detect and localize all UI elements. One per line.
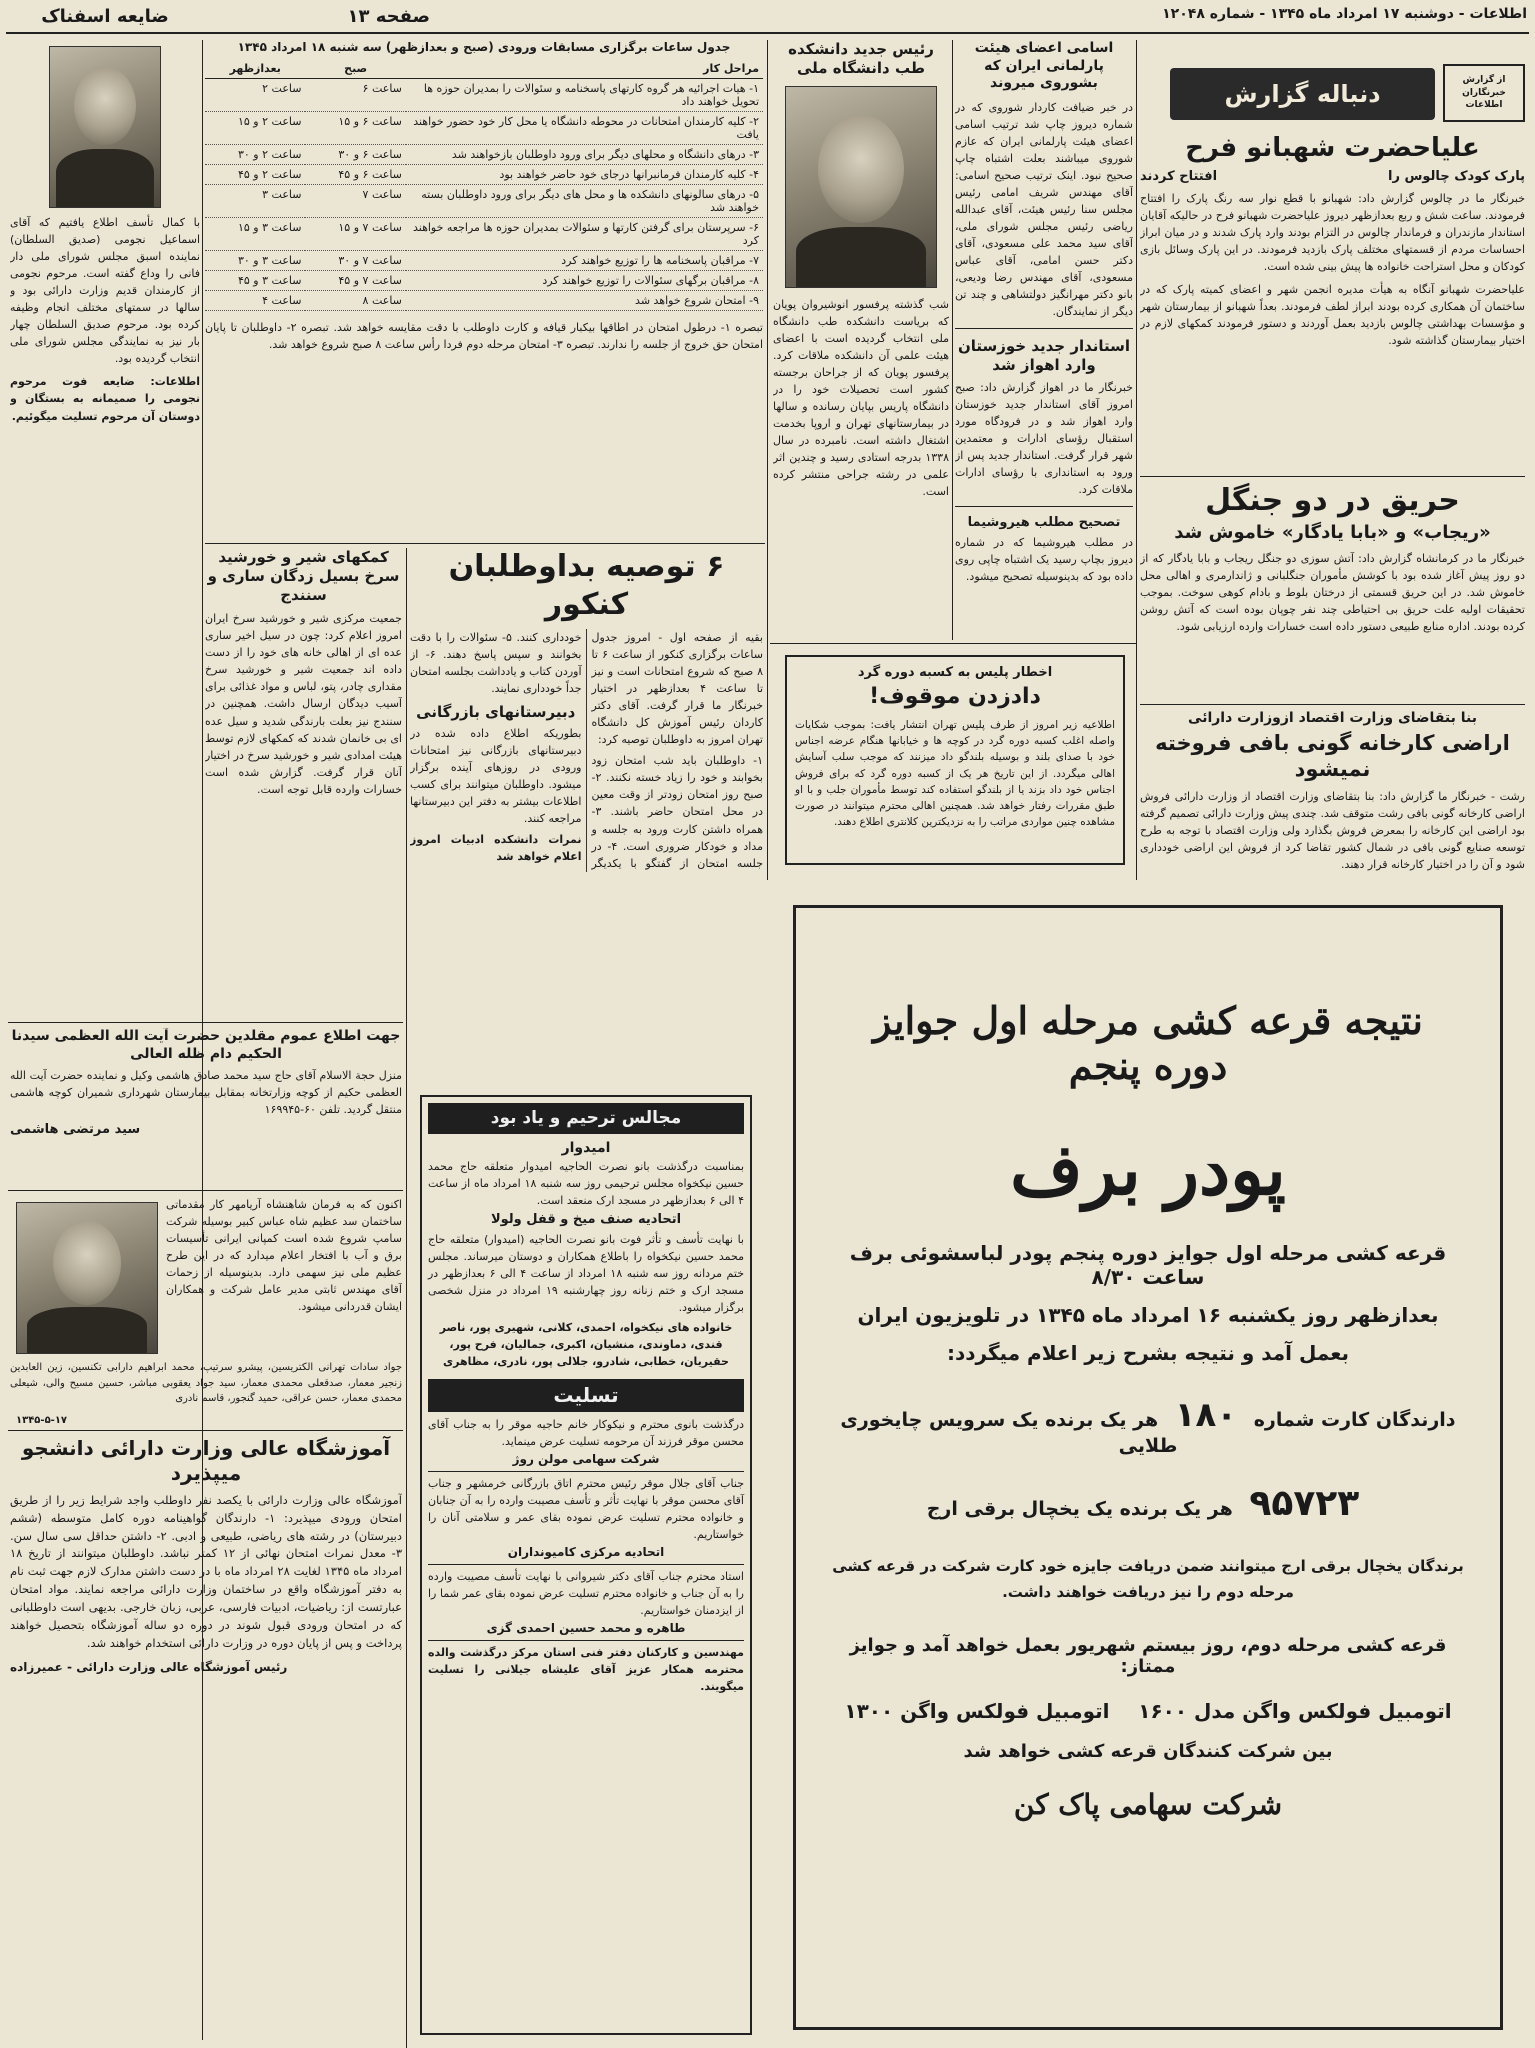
mourning-p1-sign: اتحادیه صنف میخ و قفل ولولا [490, 1211, 682, 1227]
table-cell: ساعت ۳ و ۳۰ [205, 251, 305, 271]
dean-face [818, 115, 904, 223]
parliament-body: در خبر ضیافت کاردار شوروی که در شماره دیروز چاپ شد ترتیب اسامی اعضای هیئت پارلمانی ایران که عازم شوروی میباشند بعلت اشتباه چاپ صحیح نبود. اینک ترتیب صحیح اسامی: آقای مهندس شریف امامی رئیس مجلس سنا رئیس هیئت، آقای عبدالله ریاضی رئیس مجلس شورای ملی، آقای سید محمد علی مسعودی، آقای دکتر حسن امامی، آقای عباس مسعودی، آقای مهندس رضا ودیعی، بانو دکتر مهرانگیز دولتشاهی و چند تن دیگر از نمایندگان. [955, 100, 1133, 319]
farah-body-2: علیاحضرت شهبانو آنگاه به هیأت مدیره انجمن شهر و اعضای کمیته پارک که در ساختمان آن همکاری کرده بودند ابراز لطف فرمودند. بعداً شهبانو از بیمارستان شهر و مؤسسات بهداشتی چالوس بازدید بعمل آوردند و دستور فرمودند کمکهای لازم در اختیار بیمارستان گذاشته شود. [1140, 282, 1525, 347]
table-cell: ۴- کلیه کارمندان فرمانبرانها درجای خود حاضر خواهند بود [406, 165, 763, 185]
table-cell: ساعت ۷ [305, 185, 405, 218]
condolence-1: درگذشت بانوی محترم و نیکوکار خانم حاجیه موقر را به جناب آقای محسن موقر فرزند آن مرحومه تسلیت عرض مینماید. [428, 1417, 744, 1448]
dean-body: شب گذشته پرفسور انوشیروان پویان که بریاست دانشکده طب دانشگاه ملی انتخاب گردیده است با اعضای هیئت علمی آن دانشکده ملاقات کرد. پرفسور پویان که از جراحان برجسته کشور است تحصیلات خود را در دانشگاه پاریس بپایان رسانده و سالها در بیمارستانهای تهران و اروپا بخدمت اشتغال داشته است. نامبرده در سال ۱۳۳۸ بدرجه استادی رسید و چندین اثر علمی در رشته جراحی منتشر کرده است. [773, 297, 949, 499]
ad-title: نتیجه قرعه کشی مرحله اول جوایز دوره پنجم [873, 998, 1423, 1088]
header-rule [6, 32, 1529, 34]
column-rule [767, 40, 768, 880]
fire-body: خبرنگار ما در کرمانشاه گزارش داد: آتش سوزی دو جنگل ریجاب و بابا یادگار که از دو روز پیش آغاز شده بود با کوشش مأموران جنگلبانی و ژاندارمری و اهالی محل خاموش شد. در این حریق قسمتی از درختان بلوط و بادام کوهی سوخت. بموجب تحقیقات اولیه علت حریق بی احتیاطی چند نفر چوپان بوده است که آتش روشن کرده بودند. اداره منابع طبیعی دستور داده است خسارات وارده ارزیابی شود. [1140, 552, 1525, 634]
rule [1140, 476, 1525, 477]
table-cell: ۸- مراقبان برگهای سئوالات را توزیع خواهند کرد [406, 271, 763, 291]
ad-prizes [830, 1699, 1466, 1723]
column-rule [1136, 40, 1137, 880]
table-cell: ساعت ۲ [205, 79, 305, 112]
ad-prize-1: اتومبیل فولکس واگن مدل ۱۶۰۰ [1138, 1699, 1452, 1723]
ayatollah-notice [10, 1028, 402, 1188]
section-banner: دنباله گزارش [1170, 68, 1435, 120]
condolence-2-sign: اتحادیه مرکزی کامیونداران [507, 1544, 665, 1559]
condolence-2: جناب آقای جلال موقر رئیس محترم اتاق بازرگانی خرمشهر و جناب آقای محسن موقر با نهایت تأثر و تأسف مصیبت وارده را به آن جنابان و خانواده محترم تسلیت عرض نموده بقای عمر و سلامتی آنان را خواستاریم. [428, 1471, 744, 1543]
table-row [205, 79, 763, 112]
police-box [785, 655, 1125, 865]
factory-title: اراضی کارخانه گونی بافی فروخته نمیشود [1155, 730, 1510, 781]
table-row [205, 251, 763, 271]
table-cell: ساعت ۷ و ۳۰ [305, 251, 405, 271]
table-cell: ساعت ۲ و ۱۵ [205, 112, 305, 145]
table-row [205, 112, 763, 145]
table-cell: ساعت ۸ [305, 291, 405, 311]
konkur-subtitle: دبیرستانهای بازرگانی [416, 703, 576, 722]
ad-line-1: قرعه کشی مرحله اول جوایز دوره پنجم پودر لباسشوئی برف ساعت ۸/۳۰ [849, 1241, 1447, 1289]
correction-title: تصحیح مطلب هیروشیما [967, 514, 1121, 530]
table-cell: ساعت ۶ و ۳۰ [305, 145, 405, 165]
sabeti-date: ۱۳۴۵-۵-۱۷ [16, 1415, 68, 1426]
factory-kicker: بنا بتقاضای وزارت اقتصاد ازوزارت دارائی [1188, 710, 1477, 726]
rule [8, 1190, 403, 1191]
asfanak-body: با کمال تأسف اطلاع یافتیم که آقای اسماعیل نجومی (صدیق السلطان) نماینده اسبق مجلس شورای ملی دار فانی را وداع گفته است. مرحوم نجومی از کارمندان قدیم وزارت دارائی بود و سالها در سمتهای مختلف انجام وظیفه کرده بود. مرحوم صدیق السلطان چهار بار نیز به نمایندگی مجلس شورای ملی انتخاب گردیده بود. [10, 216, 200, 366]
sabeti-body: اکنون که به فرمان شاهنشاه آریامهر کار مقدماتی ساختمان سد عظیم شاه عباس کبیر بوسیله شرکت سامپ شروع شده است کمپانی ایرانی تأسیسات برق و آب با افتخار اعلام میدارد که در این طرح عظیم ملی نیز سهمی دارد. بدینوسیله از زحمات آقای مهندس ثابتی مدیر عامل شرکت و همکاران ایشان قدردانی میشود. [166, 1198, 402, 1314]
table-row [205, 291, 763, 311]
ad-prize-row-2 [830, 1483, 1466, 1524]
factory-article [1140, 710, 1525, 880]
condolence-3-sign: طاهره و محمد حسین احمدی گزی [486, 1620, 686, 1635]
ad-l4-pre: دارندگان کارت شماره [1253, 1409, 1456, 1431]
ad-line-7: قرعه کشی مرحله دوم، روز بیستم شهریور بعمل خواهد آمد و جوایز ممتاز: [849, 1635, 1447, 1677]
ayatollah-sign: سید مرتضی هاشمی [10, 1122, 141, 1138]
asfanak-article [10, 40, 200, 560]
dean-photo [785, 86, 937, 288]
ad-line-6: برندگان یخچال برقی ارج میتوانند ضمن دریافت جایزه خود کارت شرکت در قرعه کشی مرحله دوم را نیز دریافت خواهند داشت. [832, 1557, 1464, 1601]
correction-body: در مطلب هیروشیما که در شماره دیروز بچاپ رسید یک اشتباه چاپی روی داده بود که بدینوسیله تصحیح میشود. [955, 536, 1133, 584]
schedule-header-stage: مراحل کار [406, 59, 763, 79]
asfanak-suit [56, 149, 154, 207]
condolence-title: تسلیت [428, 1379, 744, 1412]
factory-body: رشت - خبرنگار ما گزارش داد: بنا بتقاضای وزارت اقتصاد از وزارت دارائی فروش اراضی کارخانه گونی بافی رشت متوقف شد. چندی پیش وزارت دارائی تصمیم گرفته بود اراضی این کارخانه را بمعرض فروش بگذارد ولی وزارت اقتصاد با توجه به طرح توسعه صنایع گونی بافی در شمال کشور تقاضا کرد از فروش این اراضی خودداری شود و آن را در اختیار کارخانه قرار دهند. [1140, 790, 1525, 872]
dean-suit [796, 227, 926, 287]
finance-sign: رئیس آموزشگاه عالی وزارت دارائی - عمیرزاده [10, 1660, 288, 1675]
ad-prize-row-1 [830, 1395, 1466, 1457]
konkur-title: ۶ توصیه بداوطلبان کنکور [448, 549, 725, 622]
table-cell: ۱- هیات اجرائیه هر گروه کارتهای پاسخنامه و سئوالات را بمدیران حوزه ها تحویل خواهند داد [406, 79, 763, 112]
aid-body: جمعیت مرکزی شیر و خورشید سرخ ایران امروز اعلام کرد: چون در سیل اخیر ساری عده ای از اهالی خانه های خود را از دست داده اند جمعیت شیر و خورشید سرخ مقداری چادر، پتو، لباس و مواد غذائی برای آسیب دیدگان ارسال داشت. همچنین در سنندج نیز بعلت بارندگی شدید و سیل عده ای بی خانمان شدند که کمکهای لازم توسط هیئت امدادی شیر و خورشید سرخ در اختیار آنان قرار گرفت. گزارش شده است خسارات وارده قابل توجه است. [205, 612, 402, 796]
mourning-p2: با نهایت تأسف و تأثر فوت بانو نصرت الحاجیه (امیدوار) متعلقه حاج محمد حسین نیکخواه را باطلاع همکاران و دوستان میرساند. مجلس ختم مردانه روز سه شنبه ۱۸ امرداد از ساعت ۴ الی ۶ بعدازظهر در مسجد ارک و ختم زنانه روز چهارشنبه ۱۹ امرداد در منزل شخصی برگزار میشود. [428, 1233, 744, 1315]
rule [205, 543, 765, 544]
finance-notice [10, 1436, 402, 2042]
konkur-body-3: بطوریکه اطلاع داده شده در دبیرستانهای بازرگانی نیز امتحانات ورودی در روزهای آینده برگزار میشود. داوطلبان میتوانند برای کسب اطلاعات بیشتر به دفتر این دبیرستانها مراجعه کنند. [410, 726, 582, 826]
table-row [205, 185, 763, 218]
finance-body: آموزشگاه عالی وزارت دارائی با یکصد نفر داوطلب واجد شرایط زیر را از طریق امتحان ورودی میپذیرد: ۱- دارندگان گواهینامه دوره کامل متوسطه (ششم دبیرستان) در رشته های ریاضی، طبیعی و ادبی. ۲- داشتن حداقل سی سال سن. ۳- معدل نمرات امتحان نهائی از ۱۲ کمتر نباشد. داوطلبان میتوانند از تاریخ ۱۸ امرداد ماه ۱۳۴۵ لغایت ۲۸ امرداد ماه با در دست داشتن مدارک لازم جهت ثبت نام به دفتر آموزشگاه واقع در ساختمان وزارت دارائی مراجعه نمایند. مواد امتحان عبارتست از: ریاضیات، ادبیات فارسی، عربی، زبان خارجی. بدیهی است داوطلبانی که در امتحان ورودی قبول شوند در دوره دو ساله آموزشگاه بتحصیل خواهند پرداخت و پس از پایان دوره در وزارت دارائی استخدام خواهند شد. [10, 1493, 402, 1650]
masthead-date: اطلاعات - دوشنبه ۱۷ امرداد ماه ۱۳۴۵ - شماره ۱۲۰۴۸ [1162, 6, 1527, 22]
table-cell: ساعت ۴ [205, 291, 305, 311]
rule [770, 643, 1136, 644]
table-row [205, 218, 763, 251]
table-row [205, 165, 763, 185]
ad-l5-num: ۹۵۷۲۳ [1249, 1483, 1360, 1524]
table-cell: ۷- مراقبان پاسخنامه ها را توزیع خواهند کرد [406, 251, 763, 271]
farah-subtitle [1140, 169, 1525, 184]
condolence-3: استاد محترم جناب آقای دکتر شیروانی با نهایت تأسف مصیبت وارده را به آن جناب و خانواده محترم تسلیت عرض نموده بقای عمر شما را از ایزدمنان خواستاریم. [428, 1564, 744, 1619]
parliament-article [955, 40, 1133, 640]
column-rule [406, 548, 407, 2048]
schedule-block [205, 40, 763, 540]
governor-title: استاندار جدید خوزستان وارد اهواز شد [957, 337, 1131, 374]
table-cell: ۳- درهای دانشگاه و محلهای دیگر برای ورود داوطلبان بازخواهند شد [406, 145, 763, 165]
table-cell: ساعت ۶ و ۱۵ [305, 112, 405, 145]
table-cell: ساعت ۲ و ۴۵ [205, 165, 305, 185]
sabeti-face [53, 1221, 121, 1305]
farah-body-1: خبرنگار ما در چالوس گزارش داد: شهبانو با قطع نوار سه رنگ پارک را افتتاح فرمودند. ساعت شش و ربع بعدازظهر دیروز علیاحضرت شهبانو فرح در حالیکه آقایان استاندار مازندران و فرماندار چالوس در التزام بودند وارد پارک شدند و در میان ابراز احساسات مردم از قسمتهای مختلف پارک بازدید فرمودند. در این پارک وسائل بازی کودکان و محل استراحت خانواده ها پیش بینی شده است. [1140, 191, 1525, 273]
fire-article [1140, 482, 1525, 700]
rule [955, 328, 1133, 329]
asfanak-heading: ضایعه اسفناک [41, 6, 169, 27]
table-cell: ساعت ۷ و ۴۵ [305, 271, 405, 291]
banner-block [1170, 60, 1525, 126]
mourning-p1-head: امیدوار [561, 1140, 611, 1157]
table-cell: ساعت ۶ و ۴۵ [305, 165, 405, 185]
mourning-block [420, 1095, 752, 2035]
ayatollah-body: منزل حجة الاسلام آقای حاج سید محمد صادق هاشمی وکیل و نماینده حضرت آیت الله العظمی حکیم از کوچه وزارتخانه بمقابل بیمارستان شهرداری شمیران کوچه هاشمی منتقل گردید. تلفن ۶۰-۱۶۹۹۴۵ [10, 1069, 402, 1117]
table-cell: ساعت ۲ و ۳۰ [205, 145, 305, 165]
table-cell: ۵- درهای سالونهای دانشکده ها و محل های دیگر برای ورود داوطلبان بسته خواهند شد [406, 185, 763, 218]
ad-l4-num: ۱۸۰ [1174, 1395, 1238, 1435]
page-number: صفحه ۱۳ [347, 6, 430, 27]
rule [1140, 704, 1525, 705]
table-row [205, 271, 763, 291]
ad-line-2: بعدازظهر روز یکشنبه ۱۶ امرداد ماه ۱۳۴۵ در تلویزیون ایران [857, 1303, 1439, 1327]
finance-title: آموزشگاه عالی وزارت دارائی دانشجو میپذیرد [21, 1436, 391, 1485]
konkur-article [410, 548, 763, 1088]
sabeti-names: جواد سادات تهرانی الکتریسین، پیشرو سرتیپ، محمد ابراهیم دارابی تکنسین، زین العابدین زنجیر معمار، صدقعلی محمدی معمار، سید جواد یعقوبی مباشر، حسین مسیح والی، شیعلی محمدی معمار، حسن عراقی، حمید گنجور، قاسم نادری [10, 1362, 402, 1404]
aid-title: کمکهای شیر و خورشید سرخ بسیل زدگان ساری و سنندج [207, 548, 400, 604]
rule [8, 1022, 403, 1023]
konkur-columns [410, 629, 763, 872]
condolence-1-sign: شرکت سهامی مولن روژ [512, 1451, 660, 1466]
table-cell: ۲- کلیه کارمندان امتحانات در محوطه دانشگاه یا محل کار خود حضور خواهند یافت [406, 112, 763, 145]
table-row [205, 145, 763, 165]
ad-line-3: بعمل آمد و نتیجه بشرح زیر اعلام میگردد: [946, 1341, 1350, 1365]
schedule-note: تبصره ۱- درطول امتحان در اطاقها بیکبار قیافه و کارت داوطلب با دقت مقایسه خواهد شد. تبصره ۲- داوطلبان تا پایان امتحان حق خروج از جلسه را ندارند. تبصره ۳- امتحان مرحله دوم فردا رأس ساعت ۸ صبح شروع خواهد شد. [205, 321, 763, 352]
sabeti-suit [27, 1307, 147, 1353]
ayatollah-title: جهت اطلاع عموم مقلدین حضرت آیت الله العظمی سیدنا الحکیم دام ظله العالی [11, 1028, 401, 1062]
konkur-footnote: نمرات دانشکده ادبیات امروز اعلام خواهد شد [410, 833, 582, 864]
ad-sign: شرکت سهامی پاک کن [1013, 1788, 1283, 1821]
column-rule [952, 40, 953, 640]
table-cell: ساعت ۳ و ۴۵ [205, 271, 305, 291]
police-title: دادزدن موقوف! [869, 684, 1041, 710]
schedule-table [205, 59, 763, 311]
asfanak-face [74, 67, 136, 145]
banner-tag: از گزارش خبرنگاران اطلاعات [1443, 64, 1525, 122]
ad-l4-post: هر یک برنده یک سرویس چایخوری طلایی [840, 1409, 1178, 1457]
schedule-header-afternoon: بعدازظهر [205, 59, 305, 79]
ad-prize-2: اتومبیل فولکس واگن ۱۳۰۰ [844, 1699, 1110, 1723]
police-heading: اخطار پلیس به کسبه دوره گرد [857, 665, 1053, 680]
table-cell: ساعت ۳ و ۱۵ [205, 218, 305, 251]
fire-title: حریق در دو جنگل [1205, 483, 1460, 518]
barf-ad [793, 905, 1503, 2030]
table-cell: ساعت ۷ و ۱۵ [305, 218, 405, 251]
parliament-title: اسامی اعضای هیئت پارلمانی ایران که بشوروی میروند [974, 40, 1114, 91]
ad-line-8: بین شرکت کنندگان قرعه کشی خواهد شد [963, 1741, 1333, 1762]
governor-body: خبرنگار ما در اهواز گزارش داد: صبح امروز آقای استاندار جدید خوزستان وارد اهواز شد و در فرودگاه مورد استقبال رؤسای ادارات و معتمدین شهر قرار گرفت. استاندار جدید پس از ورود به استانداری با رؤسای ادارات ملاقات کرد. [955, 380, 1133, 496]
asfanak-photo [49, 46, 161, 208]
rule [955, 506, 1133, 507]
dean-article [773, 40, 949, 640]
farah-title: علیاحضرت شهبانو فرح [1185, 133, 1480, 163]
farah-article [1140, 132, 1525, 472]
sabeti-notice [10, 1196, 402, 1426]
mourning-p1: بمناسبت درگذشت بانو نصرت الحاجیه امیدوار متعلقه حاج محمد حسین نیکخواه مجلس ترحیمی روز سه شنبه ۱۸ امرداد ماه از ساعت ۴ الی ۶ بعدازظهر در مسجد ارک منعقد است. [428, 1159, 744, 1207]
ad-brand: پودر برف [1010, 1128, 1286, 1211]
table-cell: ساعت ۳ [205, 185, 305, 218]
condolence-4: مهندسین و کارکنان دفتر فنی استان مرکز درگذشت والده محترمه همکار عزیز آقای علیشاه جیلانی را تسلیت میگویند. [428, 1640, 744, 1695]
table-cell: ۶- سرپرستان برای گرفتن کارتها و سئوالات بمدیران حوزه ها مراجعه خواهند کرد [406, 218, 763, 251]
konkur-body-1: بقیه از صفحه اول - امروز جدول ساعات برگزاری کنکور از ساعت ۶ تا ۸ صبح که شروع امتحانات است و نیز تا ساعت ۴ بعدازظهر در اختیار خبرنگار ما قرار گرفت. آقای دکتر کاردان رئیس آموزش کل دانشگاه تهران امروز به داوطلبان توصیه کرد: [591, 631, 763, 747]
fire-subtitle: «ریجاب» و «بابا یادگار» خاموش شد [1174, 521, 1491, 543]
schedule-title: جدول ساعات برگزاری مسابقات ورودی (صبح و بعدازظهر) سه شنبه ۱۸ امرداد ۱۳۴۵ [237, 40, 731, 54]
asfanak-notice: اطلاعات: ضایعه فوت مرحوم نجومی را صمیمانه به بستگان و دوستان آن مرحوم تسلیت میگوئیم. [10, 375, 200, 423]
mourning-title: مجالس ترحیم و یاد بود [428, 1103, 744, 1134]
konkur-body-2: ۱- داوطلبان باید شب امتحان زود بخوابند و خود را زیاد خسته نکنند. ۲- صبح روز امتحان زودتر از وقت معین در محل امتحان حاضر باشند. ۳- همراه داشتن کارت ورود به جلسه و مداد و خودکار ضروری است. ۴- در جلسه امتحان از گفتگو با یکدیگر خودداری کنند. ۵- سئوالات را با دقت بخوانند و سپس پاسخ دهند. ۶- از آوردن کتاب و یادداشت بجلسه امتحان جداً خودداری نمایند. [410, 631, 763, 870]
farah-subtitle-left: افتتاح کردند [1140, 168, 1218, 184]
aid-article [205, 548, 402, 1018]
rule [8, 1430, 403, 1431]
dean-title: رئیس جدید دانشکده طب دانشگاه ملی [788, 40, 934, 77]
farah-subtitle-right: پارک کودک چالوس را [1388, 168, 1525, 184]
police-body: اطلاعیه زیر امروز از طرف پلیس تهران انتشار یافت: بموجب شکایات واصله اغلب کسبه دوره گرد در کوچه ها و خیابانها هنگام عرضه اجناس خود با صدای بلند و بوسیله بلندگو داد میزنند که موجب سلب آسایش اهالی میگردد. از این تاریخ هر یک از کسبه دوره گرد که برای فروش اجناس خود داد بزند یا از بلندگو استفاده کند توسط مأموران جلب و با او طبق مقررات رفتار خواهد شد. همچنین اهالی محترم میتوانند در صورت مشاهده چنین مواردی مراتب را به نزدیکترین کلانتری اطلاع دهند. [795, 718, 1115, 829]
ad-l5-post: هر یک برنده یک یخچال برقی ارج [926, 1498, 1233, 1520]
table-cell: ساعت ۶ [305, 79, 405, 112]
table-cell: ۹- امتحان شروع خواهد شد [406, 291, 763, 311]
mourning-p2-sign: خانواده های نیکخواه، احمدی، کلانی، شهیری پور، ناصر قندی، دماوندی، منشیان، اکبری، جمالیان، فرح پور، حقیریان، خطابی، شادرو، جلالی پور، نادری، مظاهری [439, 1321, 733, 1369]
schedule-header-morning: صبح [305, 59, 405, 79]
sabeti-photo [16, 1202, 158, 1354]
